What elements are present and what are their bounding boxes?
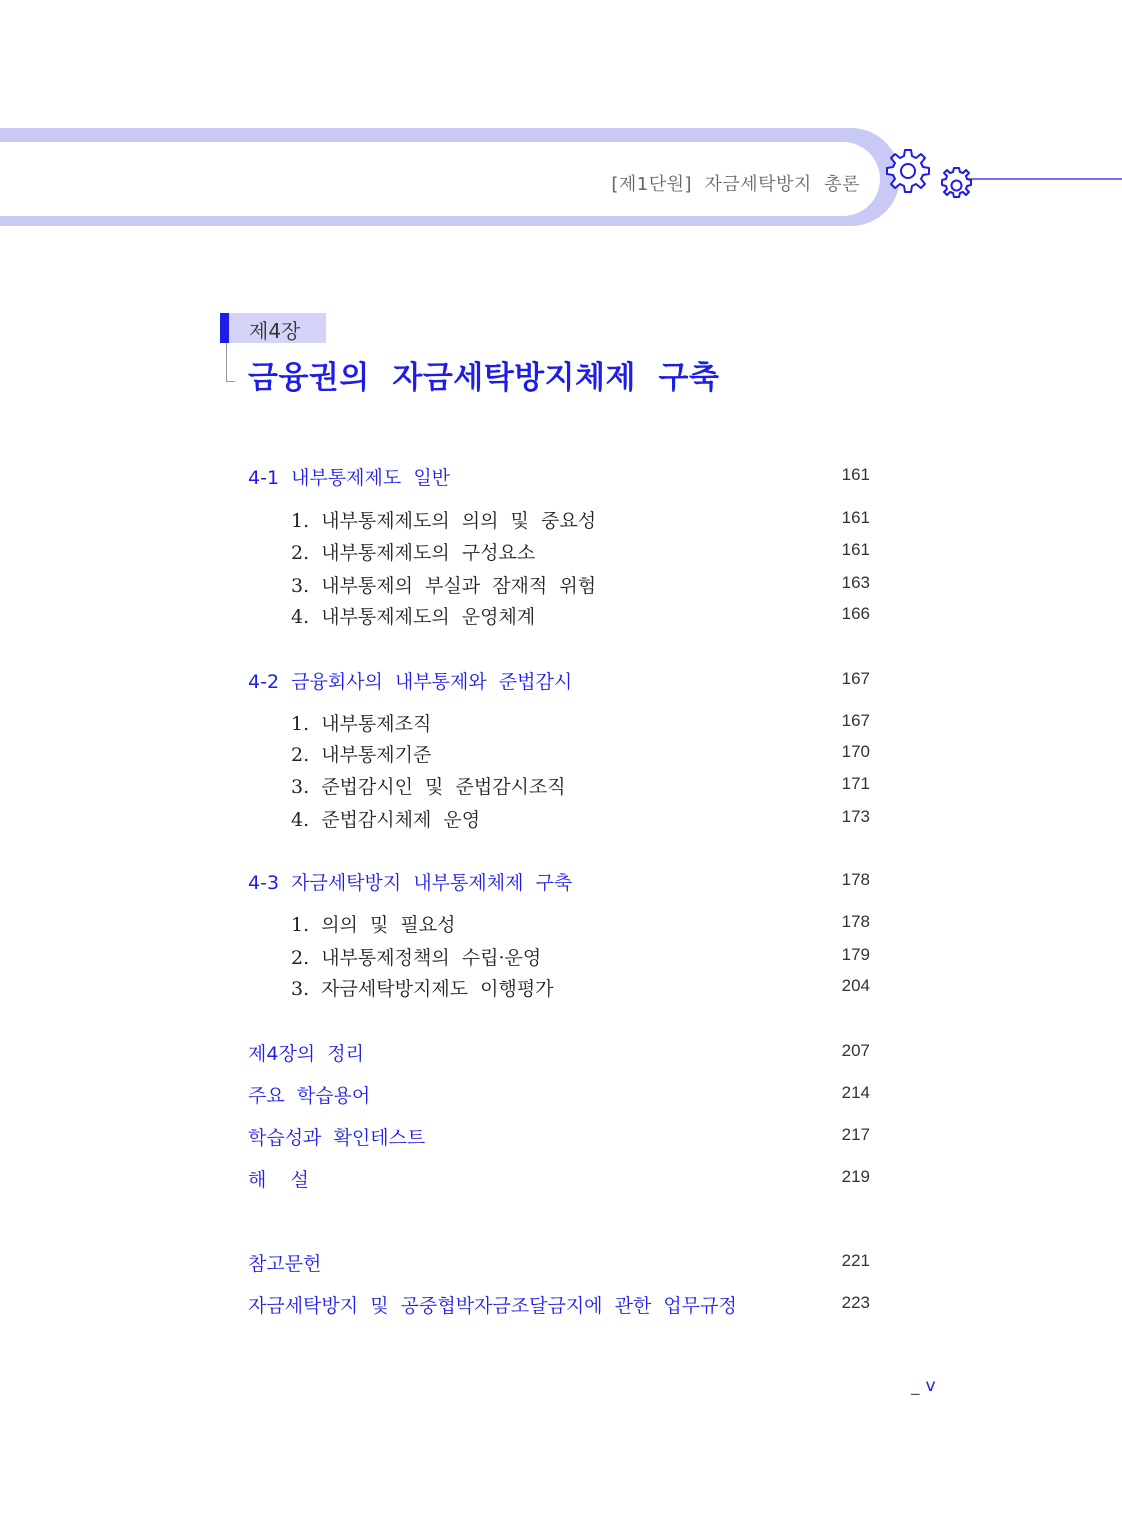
toc-page: 161 [841, 465, 870, 484]
toc-section[interactable] [0, 1289, 1122, 1319]
toc-title: 1. 의의 및 필요성 [291, 914, 456, 936]
folio-number: v [925, 1376, 936, 1396]
toc-title: 4. 내부통제제도의 운영체계 [291, 606, 536, 628]
toc-section[interactable] [0, 461, 1122, 491]
toc-page: 178 [841, 912, 870, 931]
toc-title: 해 설 [248, 1169, 309, 1191]
toc-title: 3. 준법감시인 및 준법감시조직 [291, 776, 566, 798]
toc-page: 171 [841, 774, 870, 793]
toc-title: 2. 내부통제정책의 수립·운영 [291, 947, 542, 969]
toc-item[interactable] [0, 600, 1122, 630]
toc-section[interactable] [0, 665, 1122, 695]
toc-item[interactable] [0, 908, 1122, 938]
toc-section[interactable] [0, 1163, 1122, 1193]
toc-title: 3. 자금세탁방지제도 이행평가 [291, 978, 554, 1000]
toc-section[interactable] [0, 1121, 1122, 1151]
toc-page: 214 [841, 1083, 870, 1102]
toc-page: 167 [841, 669, 870, 688]
toc-page: 223 [841, 1293, 870, 1312]
toc-item[interactable] [0, 770, 1122, 800]
toc-title: 3. 내부통제의 부실과 잠재적 위험 [291, 575, 597, 597]
toc-page: 179 [841, 945, 870, 964]
toc-section[interactable] [0, 1037, 1122, 1067]
toc-page: 167 [841, 711, 870, 730]
toc-title: 4-1 내부통제제도 일반 [248, 467, 451, 489]
toc-item[interactable] [0, 569, 1122, 599]
toc-section[interactable] [0, 866, 1122, 896]
toc-item[interactable] [0, 536, 1122, 566]
gears-icon [884, 146, 1122, 210]
toc-title: 자금세탁방지 및 공중협박자금조달금지에 관한 업무규정 [248, 1295, 737, 1317]
toc-item[interactable] [0, 504, 1122, 534]
toc-title: 제4장의 정리 [248, 1043, 364, 1065]
toc-item[interactable] [0, 803, 1122, 833]
toc-title: 학습성과 확인테스트 [248, 1127, 426, 1149]
toc-page: 219 [841, 1167, 870, 1186]
page-number [911, 1376, 936, 1396]
toc-title: 4. 준법감시체제 운영 [291, 809, 481, 831]
toc-title: 참고문헌 [248, 1253, 322, 1275]
toc-page: 207 [841, 1041, 870, 1060]
toc-page: 221 [841, 1251, 870, 1270]
toc-page: 161 [841, 540, 870, 559]
toc-section[interactable] [0, 1079, 1122, 1109]
toc-page: 217 [841, 1125, 870, 1144]
toc-title: 2. 내부통제제도의 구성요소 [291, 542, 536, 564]
chapter-bracket [226, 343, 235, 382]
toc-page: 163 [841, 573, 870, 592]
running-title: [제1단원] 자금세탁방지 총론 [611, 174, 860, 195]
toc-title: 주요 학습용어 [248, 1085, 371, 1107]
toc-page: 178 [841, 870, 870, 889]
toc-page: 166 [841, 604, 870, 623]
chapter-label: 제4장 [249, 319, 301, 343]
toc-title: 2. 내부통제기준 [291, 744, 432, 766]
toc-item[interactable] [0, 972, 1122, 1002]
toc-section[interactable] [0, 1247, 1122, 1277]
toc-item[interactable] [0, 738, 1122, 768]
toc-page: 170 [841, 742, 870, 761]
toc-title: 1. 내부통제조직 [291, 713, 432, 735]
toc-page: 173 [841, 807, 870, 826]
toc-title: 1. 내부통제제도의 의의 및 중요성 [291, 510, 597, 532]
chapter-tag-bar [220, 313, 229, 343]
chapter-title: 금융권의 자금세탁방지체제 구축 [248, 360, 720, 396]
toc-page: 204 [841, 976, 870, 995]
toc-page: 161 [841, 508, 870, 527]
toc-title: 4-2 금융회사의 내부통제와 준법감시 [248, 671, 573, 693]
chapter-tag [220, 313, 326, 343]
toc-title: 4-3 자금세탁방지 내부통제체제 구축 [248, 872, 573, 894]
folio-dash: _ [911, 1376, 920, 1396]
toc-item[interactable] [0, 707, 1122, 737]
toc-item[interactable] [0, 941, 1122, 971]
